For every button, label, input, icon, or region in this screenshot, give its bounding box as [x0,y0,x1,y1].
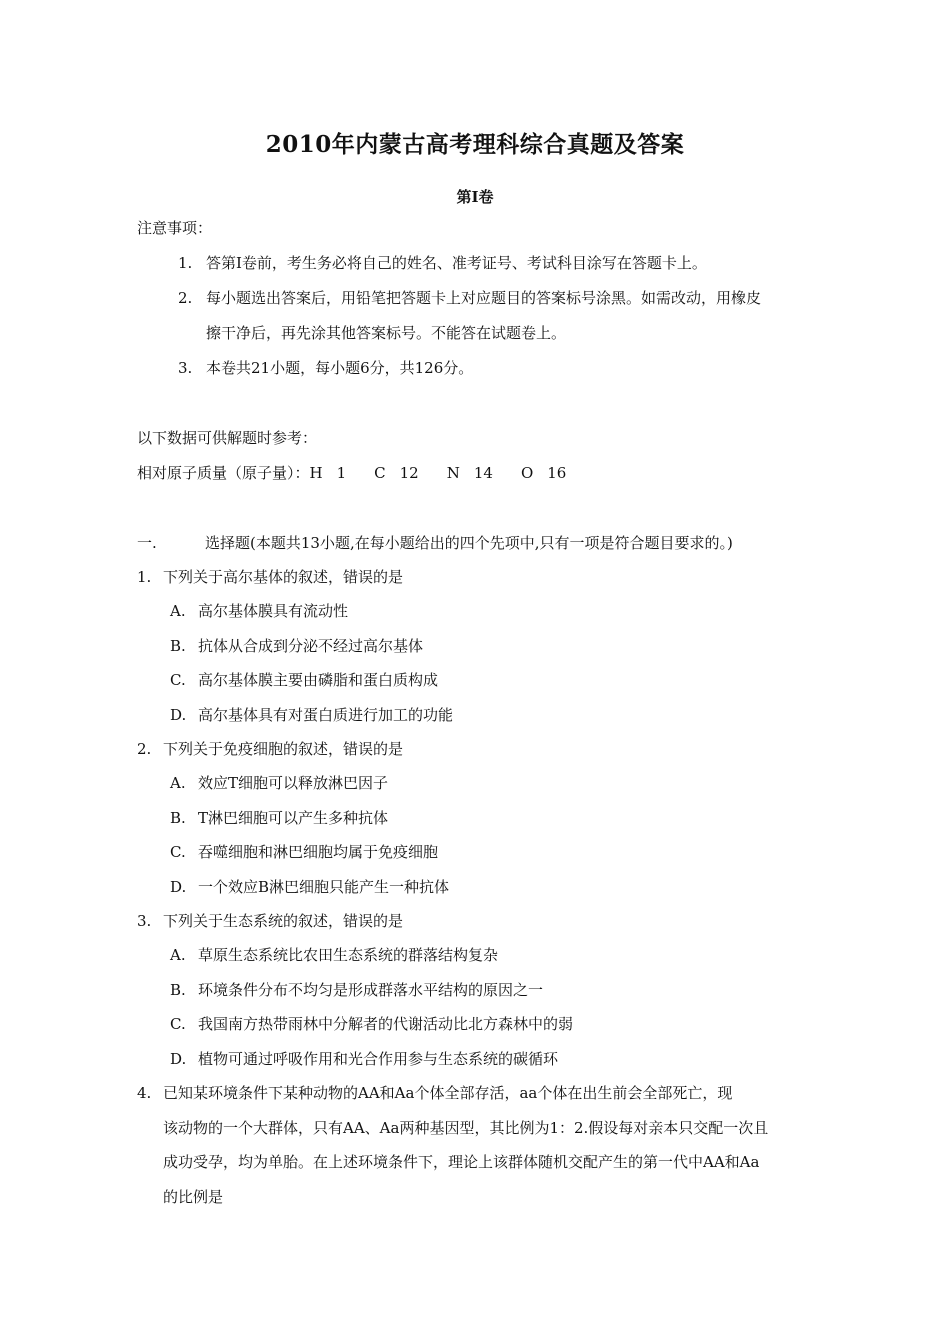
question-text-continuation: 该动物的一个大群体，只有AA、Aa两种基因型，其比例为1：2.假设每对亲本只交配一次且 [163,1119,769,1137]
question-stem [137,1083,732,1103]
question-text: 已知某环境条件下某种动物的AA和Aa个体全部存活，aa个体在出生前会全部死亡，现 [163,1084,733,1102]
atomic-element: N [446,464,460,482]
section-text: 选择题(本题共13小题,在每小题给出的四个先项中,只有一项是符合题目要求的。) [205,534,733,552]
option [170,636,423,656]
option-letter: C. [170,1015,186,1033]
option-text: 效应T细胞可以释放淋巴因子 [198,774,389,792]
document-title: 2010年内蒙古高考理科综合真题及答案 [265,131,685,158]
option [170,601,348,621]
notice-item-text: 答第Ⅰ卷前，考生务必将自己的姓名、准考证号、考试科目涂写在答题卡上。 [206,254,707,272]
option-text: 高尔基体具有对蛋白质进行加工的功能 [198,706,454,724]
question-number: 4. [137,1084,152,1102]
atomic-mass-label: 相对原子质量（原子量）： [137,464,310,482]
option-letter: B. [170,637,186,655]
notice-heading: 注意事项： [137,219,213,237]
question-stem [137,911,403,931]
option-letter: D. [170,1050,187,1068]
option-text: 吞噬细胞和淋巴细胞均属于免疫细胞 [198,843,439,861]
atomic-value: 12 [399,464,419,482]
option-text: 我国南方热带雨林中分解者的代谢活动比北方森林中的弱 [198,1015,574,1033]
option [170,877,449,897]
option-text: 草原生态系统比农田生态系统的群落结构复杂 [198,946,499,964]
option-letter: B. [170,981,186,999]
question-number: 2. [137,740,152,758]
question-number: 3. [137,912,152,930]
option [170,808,388,828]
option-text: 环境条件分布不均匀是形成群落水平结构的原因之一 [198,981,544,999]
atomic-element: C [374,464,386,482]
atomic-element: O [520,464,534,482]
reference-intro: 以下数据可供解题时参考： [137,429,318,447]
notice-item [178,253,707,273]
question-text: 下列关于生态系统的叙述，错误的是 [163,912,404,930]
question-text-continuation: 的比例是 [163,1188,224,1206]
option-letter: B. [170,809,186,827]
question-stem [137,567,403,587]
notice-item-text: 每小题选出答案后，用铅笔把答题卡上对应题目的答案标号涂黑。如需改动，用橡皮 [206,289,762,307]
atomic-value: 16 [547,464,567,482]
option-text: 高尔基体膜主要由磷脂和蛋白质构成 [198,671,439,689]
option-letter: D. [170,706,187,724]
notice-item [178,288,761,308]
notice-item-text: 本卷共21小题，每小题6分，共126分。 [206,359,474,377]
notice-item [178,358,473,378]
atomic-element: H [309,464,323,482]
question-number: 1. [137,568,152,586]
option [170,670,438,690]
section-heading [137,533,733,553]
notice-item-number: 2. [178,289,193,307]
option-letter: A. [170,602,186,620]
atomic-mass-line [137,463,566,483]
option [170,773,388,793]
option-letter: C. [170,843,186,861]
question-text: 下列关于高尔基体的叙述，错误的是 [163,568,404,586]
section-number: 一. [137,534,157,552]
option [170,1049,558,1069]
notice-item-continuation: 擦干净后，再先涂其他答案标号。不能答在试题卷上。 [206,324,567,342]
option [170,842,438,862]
notice-item-number: 1. [178,254,193,272]
question-text-continuation: 成功受孕，均为单胎。在上述环境条件下，理论上该群体随机交配产生的第一代中AA和Aa [163,1153,760,1171]
question-stem [137,739,403,759]
atomic-value: 14 [473,464,493,482]
option-text: T淋巴细胞可以产生多种抗体 [198,809,389,827]
option-letter: A. [170,774,186,792]
document-subtitle: 第Ⅰ卷 [456,188,494,206]
option [170,705,453,725]
atomic-value: 1 [336,464,347,482]
option [170,1014,573,1034]
option-letter: D. [170,878,187,896]
option-text: 植物可通过呼吸作用和光合作用参与生态系统的碳循环 [198,1050,559,1068]
option [170,980,543,1000]
question-text: 下列关于免疫细胞的叙述，错误的是 [163,740,404,758]
option-text: 高尔基体膜具有流动性 [198,602,349,620]
option-letter: C. [170,671,186,689]
option [170,945,498,965]
option-text: 抗体从合成到分泌不经过高尔基体 [198,637,424,655]
notice-item-number: 3. [178,359,193,377]
option-letter: A. [170,946,186,964]
option-text: 一个效应B淋巴细胞只能产生一种抗体 [198,878,450,896]
